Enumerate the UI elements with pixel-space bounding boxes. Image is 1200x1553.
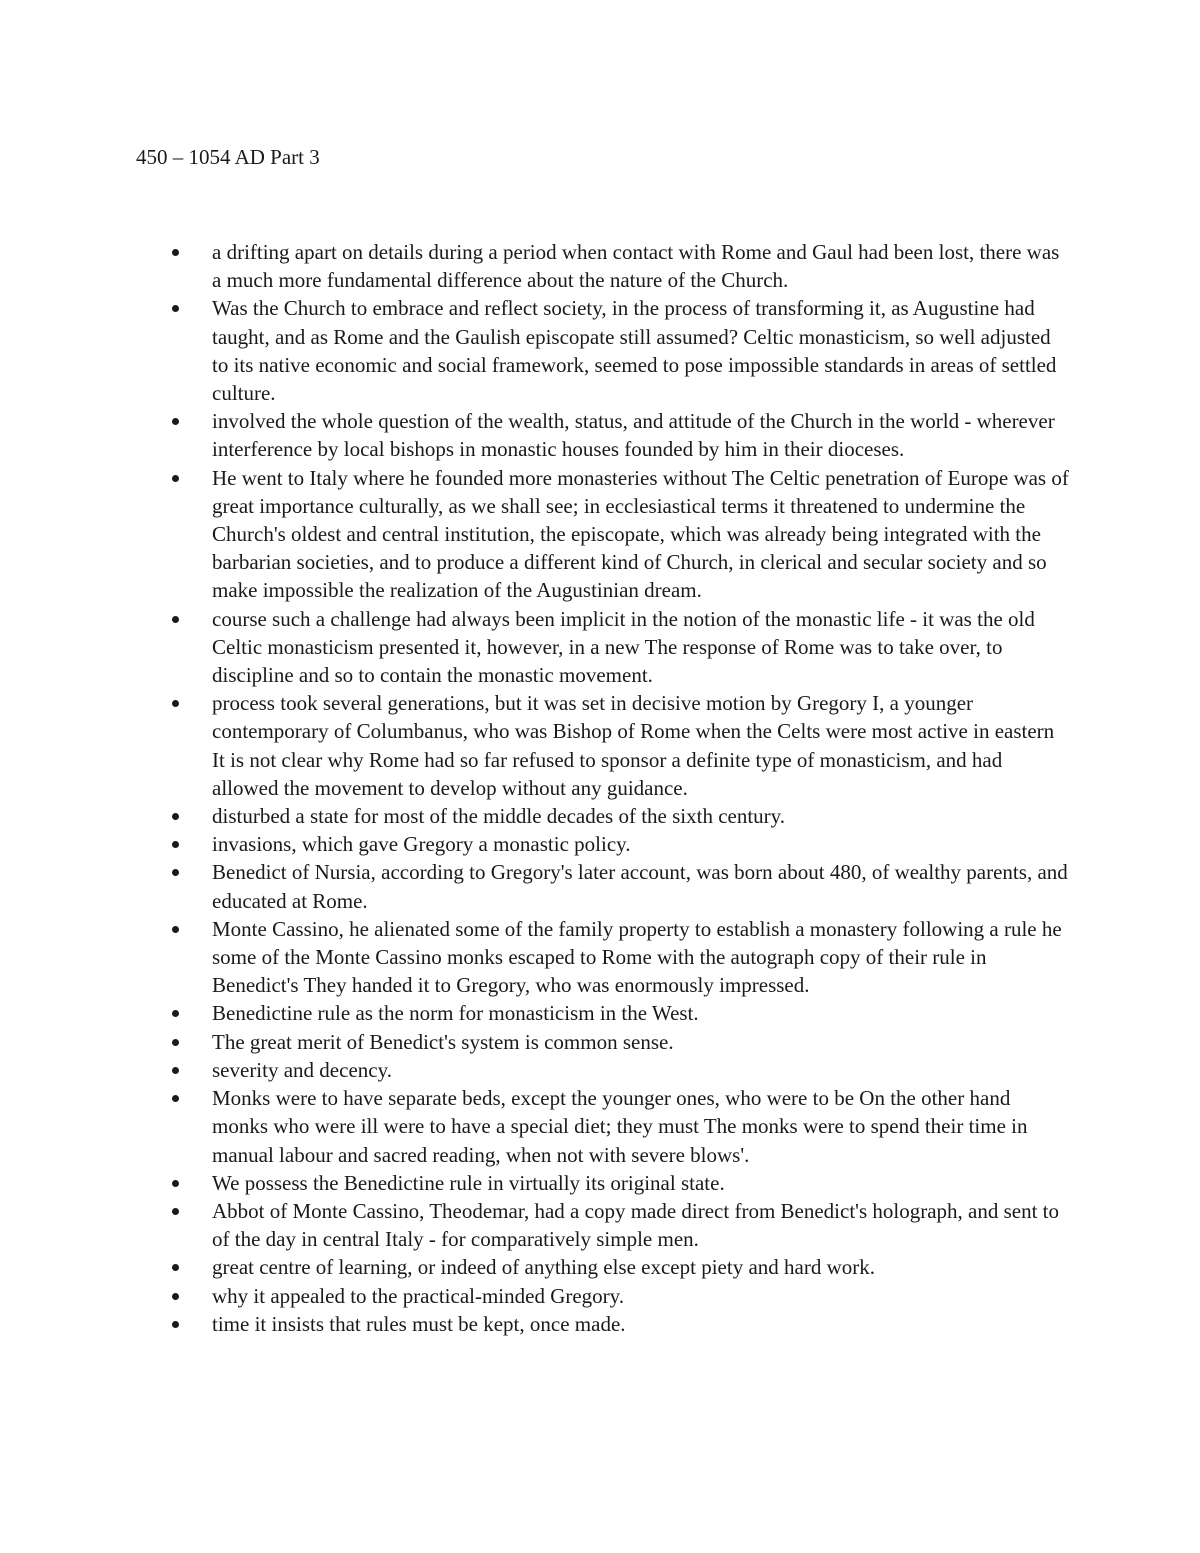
list-item — [136, 1084, 1070, 1169]
bullet-icon — [172, 1264, 179, 1271]
list-item-text: Benedictine rule as the norm for monasticism in the West. — [212, 1001, 699, 1026]
list-item — [136, 464, 1070, 605]
list-item — [136, 1169, 1070, 1197]
list-item-text: severity and decency. — [212, 1057, 392, 1082]
list-item — [136, 830, 1070, 858]
list-item-text: process took several generations, but it was set in decisive motion by Gregory I, a younger contemporary of Columbanus, who was Bishop of Rome when the Celts were most active in eastern It is not clear why Rome had so far refused to sponsor a definite type of monasticism, and had allowed the movement to develop without any guidance. — [212, 691, 1055, 800]
bullet-icon — [172, 1208, 179, 1215]
list-item — [136, 238, 1070, 294]
list-item — [136, 1197, 1070, 1253]
bullet-icon — [172, 1095, 179, 1102]
list-item — [136, 1310, 1070, 1338]
list-item-text: Monks were to have separate beds, except the younger ones, who were to be On the other hand monks who were ill were to have a special diet; they must The monks were to spend their time in manual labour and sacred reading, when not with severe blows'. — [212, 1086, 1028, 1167]
bullet-icon — [172, 926, 179, 933]
bullet-icon — [172, 305, 179, 312]
list-item-text: involved the whole question of the wealth, status, and attitude of the Church in the world - wherever interference by local bishops in monastic houses founded by him in their dioceses. — [212, 409, 1055, 462]
bullet-icon — [172, 1293, 179, 1300]
list-item-text: invasions, which gave Gregory a monastic policy. — [212, 832, 631, 857]
list-item — [136, 294, 1070, 407]
bullet-icon — [172, 616, 179, 623]
list-item — [136, 1253, 1070, 1281]
bullet-icon — [172, 813, 179, 820]
list-item — [136, 858, 1070, 914]
bullet-icon — [172, 1321, 179, 1328]
list-item-text: He went to Italy where he founded more monasteries without The Celtic penetration of Europe was of great importance culturally, as we shall see; in ecclesiastical terms it threatened to undermine the Church's oldest and central institution, the episcopate, which was already being integrated with the barbarian societies, and to produce a different kind of Church, in clerical and secular society and so make impossible the realization of the Augustinian dream. — [212, 465, 1069, 603]
list-item-text: Monte Cassino, he alienated some of the family property to establish a monastery following a rule he some of the Monte Cassino monks escaped to Rome with the autograph copy of their rule in Benedict's They handed it to Gregory, who was enormously impressed. — [212, 916, 1062, 998]
bullet-icon — [172, 869, 179, 876]
list-item-text: We possess the Benedictine rule in virtually its original state. — [212, 1170, 725, 1195]
bullet-list — [136, 238, 1070, 1338]
list-item — [136, 605, 1070, 690]
list-item — [136, 1028, 1070, 1056]
list-item-text: a drifting apart on details during a period when contact with Rome and Gaul had been lost, there was a much more fundamental difference about the nature of the Church. — [212, 240, 1060, 293]
bullet-icon — [172, 475, 179, 482]
bullet-icon — [172, 1039, 179, 1046]
bullet-icon — [172, 700, 179, 707]
list-item-text: The great merit of Benedict's system is common sense. — [212, 1029, 674, 1054]
bullet-icon — [172, 1067, 179, 1074]
list-item — [136, 689, 1070, 802]
bullet-icon — [172, 1180, 179, 1187]
list-item-text: time it insists that rules must be kept, once made. — [212, 1311, 626, 1336]
list-item-text: Was the Church to embrace and reflect society, in the process of transforming it, as Augustine had taught, and as Rome and the Gaulish episcopate still assumed? Celtic monasticism, so well adjusted to its native economic and social framework, seemed to pose impossible standards in areas of settled culture. — [212, 296, 1057, 406]
bullet-icon — [172, 841, 179, 848]
list-item-text: disturbed a state for most of the middle decades of the sixth century. — [212, 804, 786, 829]
list-item — [136, 1282, 1070, 1310]
list-item — [136, 915, 1070, 1000]
bullet-icon — [172, 418, 179, 425]
list-item-text: Benedict of Nursia, according to Gregory's later account, was born about 480, of wealthy parents, and educated at Rome. — [212, 860, 1068, 913]
list-item-text: great centre of learning, or indeed of anything else except piety and hard work. — [212, 1255, 875, 1280]
bullet-icon — [172, 249, 179, 256]
list-item — [136, 802, 1070, 830]
list-item-text: course such a challenge had always been implicit in the notion of the monastic life - it was the old Celtic monasticism presented it, however, in a new The response of Rome was to take over, to discipline and so to contain the monastic movement. — [212, 606, 1035, 688]
document-title: 450 – 1054 AD Part 3 — [136, 145, 320, 169]
list-item — [136, 407, 1070, 463]
list-item-text: why it appealed to the practical-minded Gregory. — [212, 1283, 625, 1308]
list-item-text: Abbot of Monte Cassino, Theodemar, had a copy made direct from Benedict's holograph, and sent to of the day in central Italy - for comparatively simple men. — [212, 1198, 1060, 1252]
list-item — [136, 999, 1070, 1027]
bullet-icon — [172, 1010, 179, 1017]
list-item — [136, 1056, 1070, 1084]
